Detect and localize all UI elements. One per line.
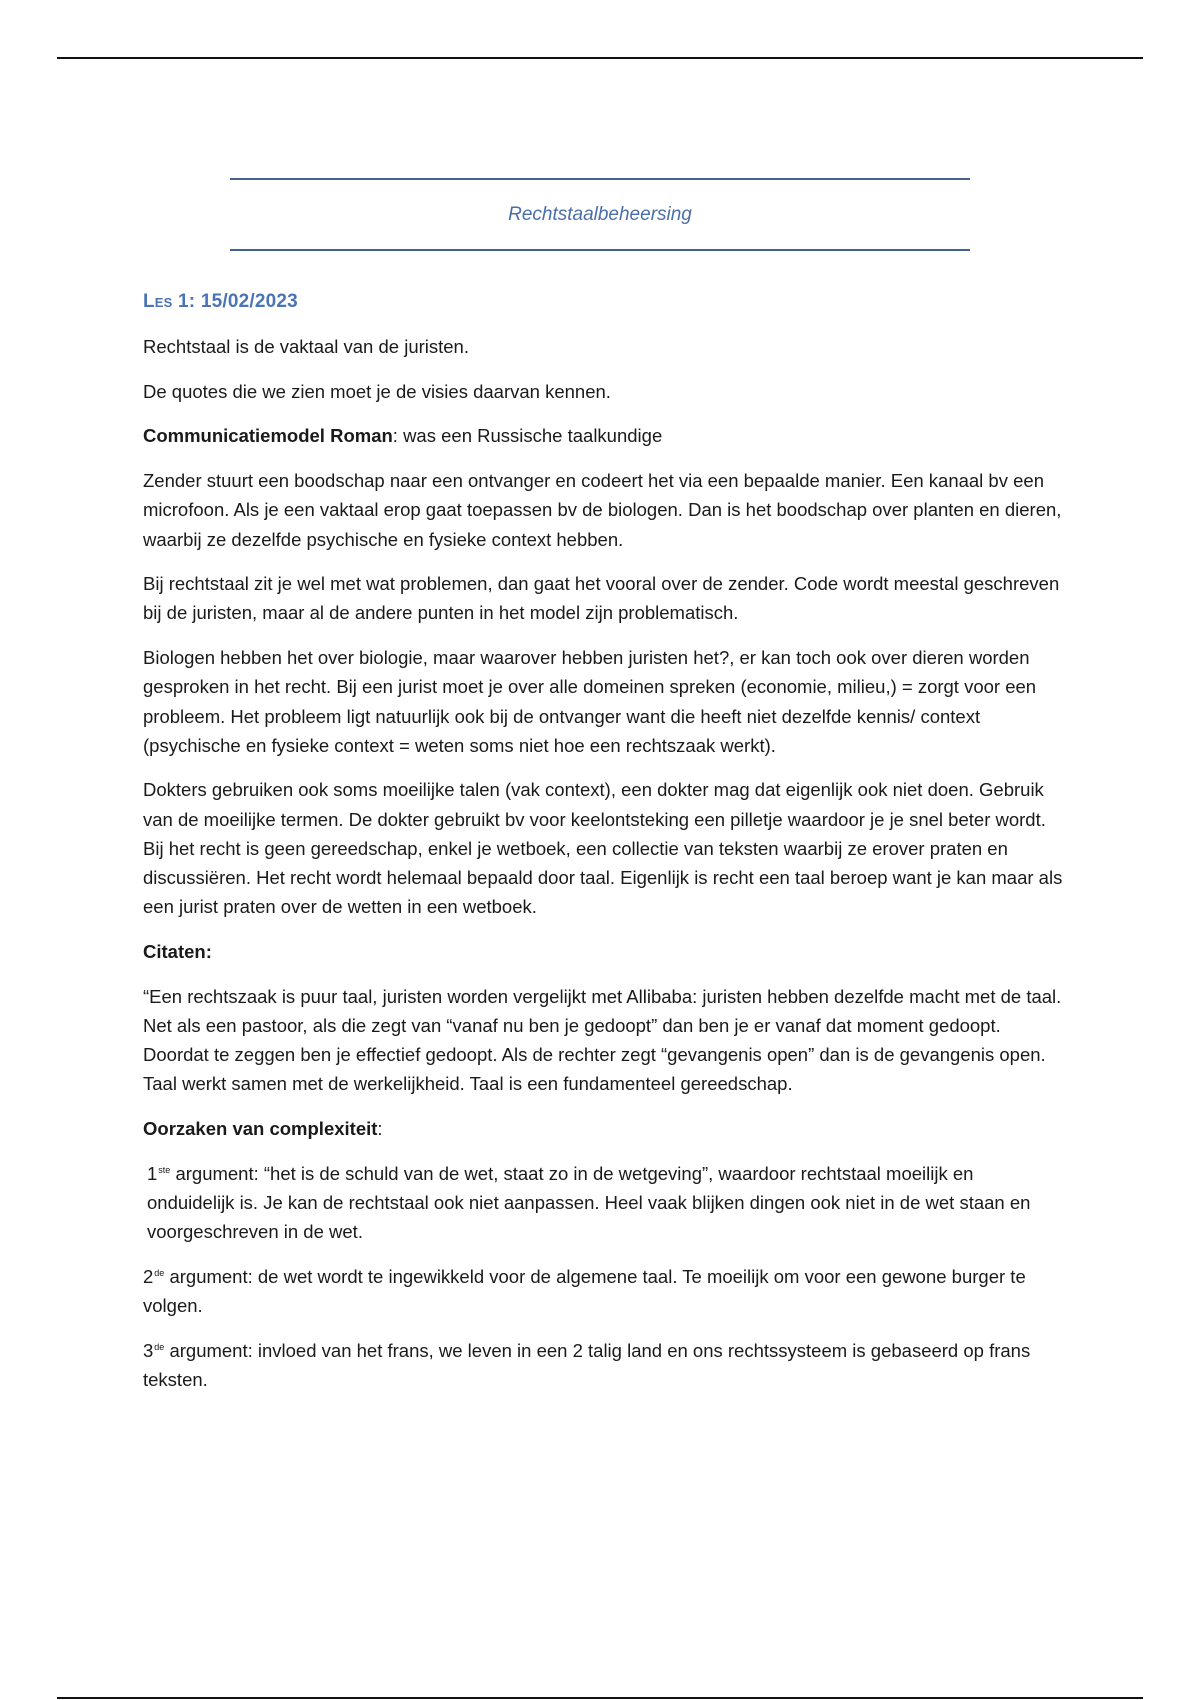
argument-2-number: 2 bbox=[143, 1265, 154, 1287]
paragraph-quote: “Een rechtszaak is puur taal, juristen worden vergelijkt met Allibaba: juristen hebben dezelfde macht met de taal. Net als een pastoor, als die zegt van “vanaf nu ben je gedoopt” dan ben je er vanaf dat moment gedoopt. Doordat te zeggen ben je effectief gedoopt. Als de rechter zegt “gevangenis open” dan is de gevangenis open. Taal werkt samen met de werkelijkheid. Taal is een fundamenteel gereedschap. bbox=[143, 985, 1062, 1095]
oorzaken-heading bbox=[143, 1114, 1063, 1143]
argument-2 bbox=[143, 1262, 1063, 1320]
paragraph-6: Biologen hebben het over biologie, maar waarover hebben juristen het?, er kan toch ook over dieren worden gesproken in het recht. Bij een jurist moet je over alle domeinen spreken (economie, milieu,) = zorgt voor een probleem. Het probleem ligt natuurlijk ook bij de ontvanger want die heeft niet dezelfde kennis/ context (psychische en fysieke context = weten soms niet hoe een rechtszaak werkt). bbox=[143, 647, 1037, 756]
paragraph-2: De quotes die we zien moet je de visies daarvan kennen. bbox=[143, 380, 611, 402]
oorzaken-colon: : bbox=[377, 1117, 383, 1139]
page-bottom-rule bbox=[57, 1697, 1143, 1699]
paragraph-5: Bij rechtstaal zit je wel met wat problemen, dan gaat het vooral over de zender. Code wordt meestal geschreven bij de juristen, maar al de andere punten in het model zijn problematisch. bbox=[143, 573, 1060, 624]
argument-1 bbox=[143, 1159, 1063, 1247]
paragraph-4: Zender stuurt een boodschap naar een ontvanger en codeert het via een bepaalde manier. Een kanaal bv een microfoon. Als je een vaktaal erop gaat toepassen bv de biologen. Dan is het boodschap over planten en dieren, waarbij ze dezelfde psychische en fysieke context hebben. bbox=[143, 470, 1062, 550]
title-top-rule bbox=[230, 178, 970, 180]
lesson-heading-date: 1: 15/02/2023 bbox=[172, 291, 298, 312]
communicatiemodel-label: Communicatiemodel Roman bbox=[143, 425, 393, 447]
communicatiemodel-text: : was een Russische taalkundige bbox=[392, 425, 663, 447]
argument-2-ordinal: de bbox=[154, 1267, 165, 1278]
argument-3-ordinal: de bbox=[154, 1341, 165, 1352]
argument-3-number: 3 bbox=[143, 1339, 154, 1361]
title-block bbox=[230, 178, 970, 251]
argument-1-ordinal: ste bbox=[158, 1164, 171, 1175]
citaten-heading: Citaten: bbox=[143, 940, 212, 962]
paragraph-1: Rechtstaal is de vaktaal van de juristen. bbox=[143, 336, 469, 357]
lesson-heading bbox=[143, 290, 1063, 314]
argument-1-number: 1 bbox=[147, 1162, 158, 1184]
document-body bbox=[143, 290, 1063, 1410]
paragraph-7: Dokters gebruiken ook soms moeilijke talen (vak context), een dokter mag dat eigenlijk ook niet doen. Gebruik van de moeilijke termen. De dokter gebruikt bv voor keelontsteking een pilletje waardoor je je snel beter wordt. Bij het recht is geen gereedschap, enkel je wetboek, een collectie van teksten waarbij ze erover praten en discussiëren. Het recht wordt helemaal bepaald door taal. Eigenlijk is recht een taal beroep want je kan maar als een jurist praten over de wetten in een wetboek. bbox=[143, 779, 1063, 918]
page-top-rule bbox=[57, 57, 1143, 59]
lesson-heading-prefix: Les bbox=[143, 291, 173, 312]
document-title: Rechtstaalbeheersing bbox=[508, 204, 692, 225]
paragraph-communicatiemodel bbox=[143, 421, 1063, 450]
argument-1-text: argument: “het is de schuld van de wet, staat zo in de wetgeving”, waardoor rechtstaal moeilijk en onduidelijk is. Je kan de rechtstaal ook niet aanpassen. Heel vaak blijken dingen ook niet in de wet staan en voorgeschreven in de wet. bbox=[147, 1162, 1031, 1243]
argument-3 bbox=[143, 1336, 1063, 1394]
argument-2-text: argument: de wet wordt te ingewikkeld voor de algemene taal. Te moeilijk om voor een gewone burger te volgen. bbox=[143, 1265, 1026, 1316]
title-bottom-rule bbox=[230, 249, 970, 251]
argument-3-text: argument: invloed van het frans, we leven in een 2 talig land en ons rechtssysteem is gebaseerd op frans teksten. bbox=[143, 1339, 1031, 1390]
oorzaken-label: Oorzaken van complexiteit bbox=[143, 1117, 378, 1139]
